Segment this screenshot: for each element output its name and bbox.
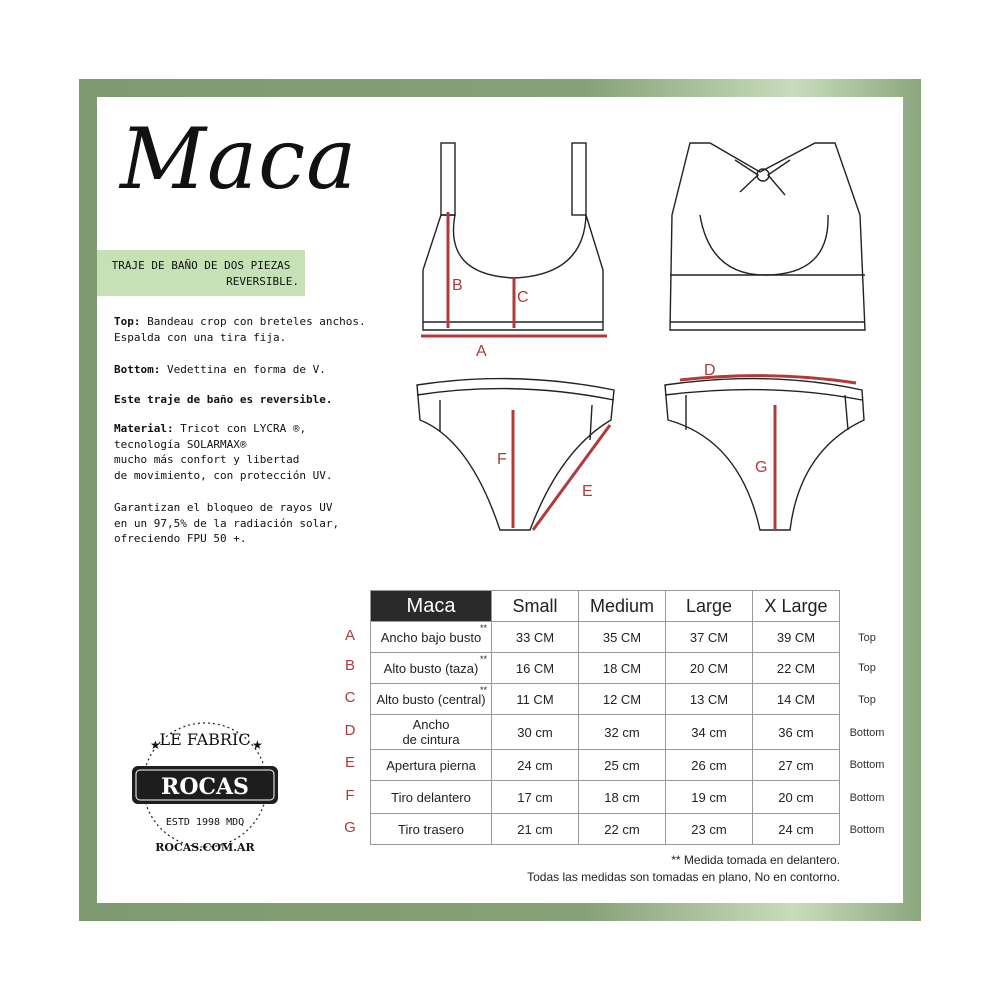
row-letter: B [344,657,355,674]
size-value: 37 CM [666,622,753,653]
label-f: F [497,451,507,468]
size-value: 34 cm [666,715,753,750]
label-d: D [704,362,716,379]
row-label [371,750,492,781]
row-letter: A [344,627,355,644]
top-label: Top: [114,315,141,328]
table-header-name: Maca [371,591,492,622]
logo-star-left-icon: ★ [150,738,161,752]
logo-main-text: ROCAS [161,774,249,800]
table-header-row [371,591,840,622]
row-label [371,715,492,750]
row-part: Bottom [849,727,885,739]
size-value: 12 CM [579,684,666,715]
top-text-1: Bandeau crop con breteles anchos. [140,315,366,328]
size-value: 11 CM [492,684,579,715]
measure-e-line [533,425,610,530]
table-body [371,622,840,845]
row-label-text: Tiro delantero [391,789,471,805]
size-value: 24 cm [492,750,579,781]
label-a: A [476,343,487,360]
note-front-measure: ** Medida tomada en delantero. [671,853,840,867]
measurement-lines [421,212,856,530]
table-row [371,622,840,653]
note-flat-measure: Todas las medidas son tomadas en plano, No en contorno. [527,870,840,884]
logo-top-text: LE FABRIC [159,730,251,749]
row-letter: F [345,787,355,804]
size-value: 39 CM [753,622,840,653]
size-table [370,590,840,845]
bottom-text: Vedettina en forma de V. [160,363,326,376]
size-value: 19 cm [666,781,753,814]
top-front-right-strap [572,143,586,215]
row-label [371,653,492,684]
size-value: 23 cm [666,814,753,845]
size-value: 24 cm [753,814,840,845]
row-label [371,622,492,653]
size-value: 27 cm [753,750,840,781]
table-header-medium: Medium [579,591,666,622]
size-value: 22 CM [753,653,840,684]
size-value: 36 cm [753,715,840,750]
size-value: 16 CM [492,653,579,684]
bottom-label: Bottom: [114,363,161,376]
row-label-text: Ancho bajo busto [380,629,482,645]
row-part: Top [858,694,876,706]
size-value: 30 cm [492,715,579,750]
top-front-left-strap [441,143,455,215]
size-value: 14 CM [753,684,840,715]
row-label-text: Alto busto (taza) [383,660,479,676]
row-letter: G [344,819,356,836]
size-value: 22 cm [579,814,666,845]
row-part: Bottom [849,824,885,836]
size-value: 18 cm [579,781,666,814]
label-c: C [517,289,529,306]
row-label [371,684,492,715]
row-letter: E [344,754,355,771]
label-g: G [755,459,768,476]
top-back-drawing [670,143,865,330]
product-title: Maca [120,110,358,208]
size-value: 20 CM [666,653,753,684]
uv-text-1: Garantizan el bloqueo de rayos UV [114,501,333,514]
bottom-front-drawing [417,379,614,530]
size-value: 26 cm [666,750,753,781]
row-label [371,781,492,814]
size-value: 21 cm [492,814,579,845]
logo-url-text: ROCAS.COM.AR [155,841,255,854]
table-row [371,750,840,781]
logo-est-text: ESTD 1998 MDQ [165,817,245,828]
subtitle-line-1: TRAJE DE BAÑO DE DOS PIEZAS [111,259,291,272]
label-b: B [452,277,463,294]
row-label-text: Apertura pierna [386,757,476,773]
row-label-text: Ancho de cintura [402,717,460,747]
size-value: 33 CM [492,622,579,653]
size-value: 17 cm [492,781,579,814]
row-label-text: Alto busto (central) [376,691,486,707]
row-letter: D [344,722,356,739]
table-header-small: Small [492,591,579,622]
row-part: Bottom [849,759,885,771]
top-text-2: Espalda con una tira fija. [114,330,287,344]
table-row [371,814,840,845]
table-row [371,715,840,750]
row-part: Top [858,662,876,674]
table-header-large: Large [666,591,753,622]
size-value: 20 cm [753,781,840,814]
material-label: Material: [114,422,174,435]
size-value: 35 CM [579,622,666,653]
material-text-3: mucho más confort y libertad [114,453,300,466]
bottom-back-drawing [665,379,864,530]
subtitle-line-2: REVERSIBLE. [226,275,299,288]
row-part: Bottom [849,792,885,804]
uv-text-2: en un 97,5% de la radiación solar, [114,516,340,530]
logo-star-right-icon: ★ [252,738,263,752]
table-row [371,781,840,814]
size-value: 13 CM [666,684,753,715]
table-row [371,684,840,715]
table-row [371,653,840,684]
material-text-1: Tricot con LYCRA ®, [173,422,307,435]
size-value: 18 CM [579,653,666,684]
table-header-xlarge: X Large [753,591,840,622]
row-label-text: Tiro trasero [398,821,464,837]
material-text-4: de movimiento, con protección UV. [114,468,333,482]
uv-text-3: ofreciendo FPU 50 +. [114,532,247,545]
label-e: E [582,483,593,500]
row-label [371,814,492,845]
size-value: 32 cm [579,715,666,750]
row-asterisk: ** [479,685,487,695]
reversible-note: Este traje de baño es reversible. [114,393,333,406]
row-letter: C [344,689,356,706]
row-part: Top [858,632,876,644]
size-value: 25 cm [579,750,666,781]
row-asterisk: ** [479,654,487,664]
rocas-logo [132,723,278,854]
row-asterisk: ** [479,623,487,633]
material-text-2: tecnología SOLARMAX® [114,437,247,451]
